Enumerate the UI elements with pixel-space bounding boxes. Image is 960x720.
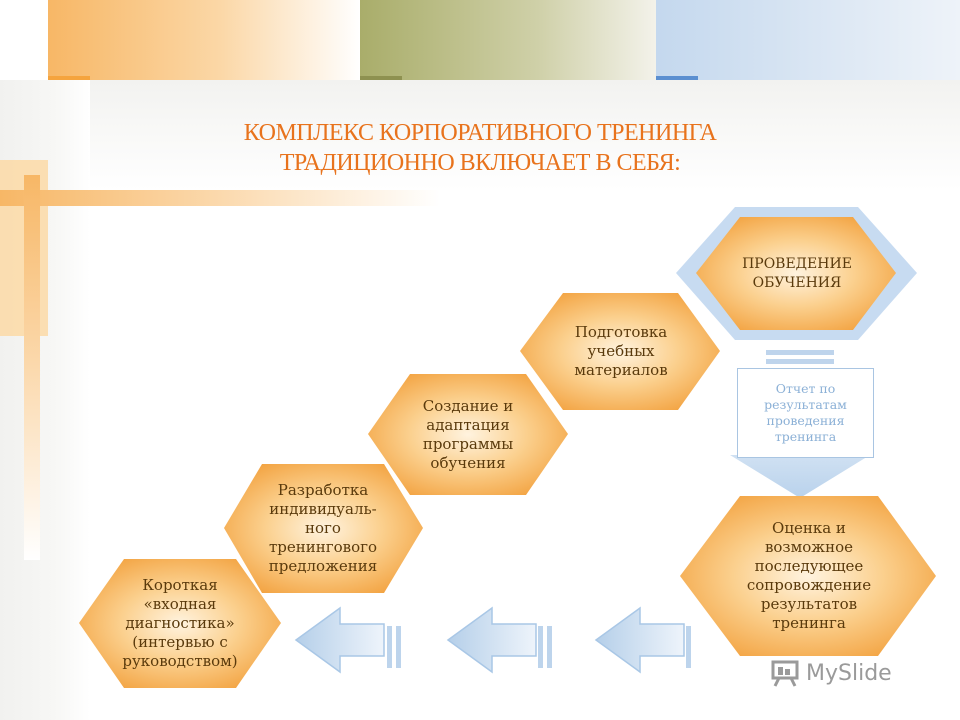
back-arrow-icon xyxy=(296,608,401,672)
step-1-text xyxy=(122,576,237,671)
step-5-text xyxy=(742,255,852,293)
step-3-text xyxy=(423,397,514,473)
step-2-line: Разработка xyxy=(277,481,369,499)
presentation-board-icon xyxy=(770,659,800,687)
watermark-text: MySlide xyxy=(806,660,892,686)
step-4-line: материалов xyxy=(574,361,668,379)
step-1-line: диагностика» xyxy=(125,614,235,632)
step-2-line: предложения xyxy=(268,557,378,575)
title-line-1: КОМПЛЕКС КОРПОРАТИВНОГО ТРЕНИНГА xyxy=(243,120,717,146)
step-4-label xyxy=(540,293,702,410)
report-line: результатам xyxy=(764,397,847,412)
step-5-line: ОБУЧЕНИЯ xyxy=(752,274,842,291)
step-3-line: обучения xyxy=(430,453,506,472)
step-6-label xyxy=(712,496,906,656)
step-3-line: программы xyxy=(422,434,514,453)
step-4-text xyxy=(574,323,667,380)
step-6-text xyxy=(747,519,871,633)
step-6-line: результатов xyxy=(760,595,858,613)
step-1-line: Короткая xyxy=(142,576,218,594)
step-4-line: Подготовка xyxy=(574,323,668,341)
step-1-line: руководством) xyxy=(122,652,238,670)
step-2-label xyxy=(236,464,410,593)
step-4-line: учебных xyxy=(587,342,655,360)
back-arrow-icon xyxy=(596,608,691,672)
title-line-2: ТРАДИЦИОННО ВКЛЮЧАЕТ В СЕБЯ: xyxy=(279,150,681,176)
step-2-line: тренингового xyxy=(268,538,378,556)
step-1-line: (интервью с xyxy=(132,633,228,651)
step-3-line: адаптация xyxy=(426,415,510,434)
step-1-line: «входная xyxy=(143,595,217,613)
step-6-line: тренинга xyxy=(772,614,846,632)
step-2-line: ного xyxy=(305,519,341,537)
step-2-text xyxy=(269,481,377,576)
back-arrow-icon xyxy=(448,608,552,672)
step-6-line: последующее xyxy=(754,557,864,575)
step-5-line: ПРОВЕДЕНИЕ xyxy=(742,255,852,272)
report-line: тренинга xyxy=(774,429,837,444)
step-6-line: возможное xyxy=(764,538,854,556)
report-text xyxy=(764,381,847,445)
watermark-logo xyxy=(770,658,930,688)
step-6-line: сопровождение xyxy=(746,576,872,594)
report-box xyxy=(737,368,874,458)
step-2-line: индивидуаль- xyxy=(269,500,377,518)
report-line: проведения xyxy=(766,413,845,428)
step-6-line: Оценка и xyxy=(772,519,846,537)
step-5-label xyxy=(712,217,882,330)
report-line: Отчет по xyxy=(775,381,836,396)
step-3-label xyxy=(385,374,551,495)
step-3-line: Создание и xyxy=(422,396,514,415)
